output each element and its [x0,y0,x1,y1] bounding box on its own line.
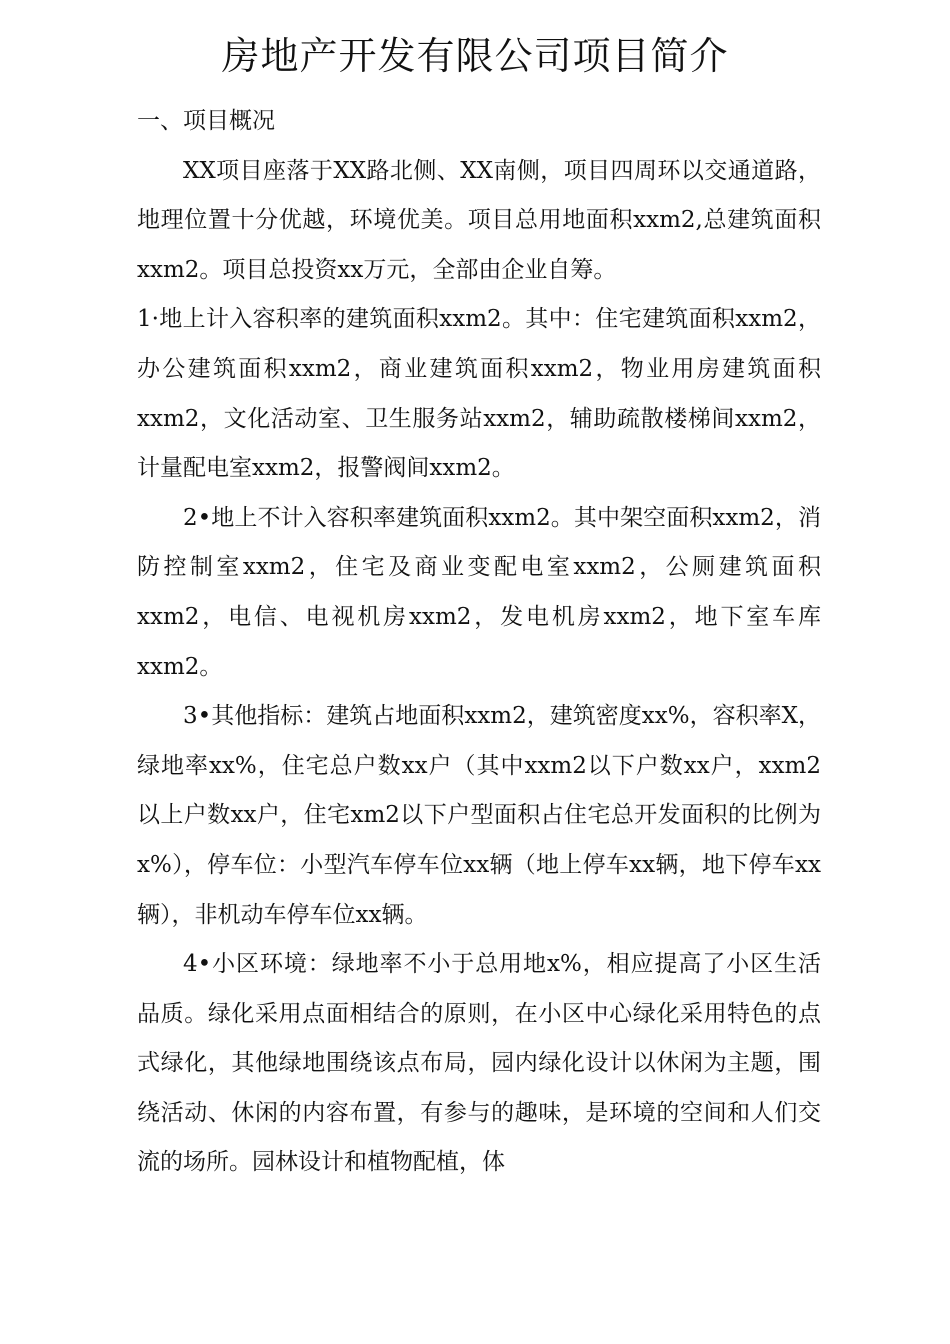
paragraph-overview: XX项目座落于XX路北侧、XX南侧，项目四周环以交通道路，地理位置十分优越，环境优美。项目总用地面积xxm2,总建筑面积xxm2。项目总投资xx万元，全部由企业自筹。 [137,157,821,283]
paragraph-item-1: 1·地上计入容积率的建筑面积xxm2。其中：住宅建筑面积xxm2，办公建筑面积xxm2，商业建筑面积xxm2，物业用房建筑面积xxm2，文化活动室、卫生服务站xxm2，辅助疏散楼梯间xxm2，计量配电室xxm2，报警阀间xxm2。 [137,306,821,482]
section-heading: 一、项目概况 [137,108,275,134]
document-body [137,97,821,1188]
document-title: 房地产开发有限公司项目简介 [221,34,729,79]
paragraph-item-2: 2•地上不计入容积率建筑面积xxm2。其中架空面积xxm2，消防控制室xxm2，住宅及商业变配电室xxm2，公厕建筑面积xxm2，电信、电视机房xxm2，发电机房xxm2，地下室车库xxm2。 [137,504,821,680]
paragraph-item-3: 3•其他指标：建筑占地面积xxm2，建筑密度xx%，容积率X，绿地率xx%，住宅总户数xx户（其中xxm2以下户数xx户，xxm2以上户数xx户，住宅xm2以下户型面积占住宅总开发面积的比例为x%），停车位：小型汽车停车位xx辆（地上停车xx辆，地下停车xx辆），非机动车停车位xx辆。 [137,703,821,928]
paragraph-item-4: 4•小区环境：绿地率不小于总用地x%，相应提高了小区生活品质。绿化采用点面相结合的原则，在小区中心绿化采用特色的点式绿化，其他绿地围绕该点布局，园内绿化设计以休闲为主题，围绕活动、休闲的内容布置，有参与的趣味，是环境的空间和人们交流的场所。园林设计和植物配植，体 [137,951,821,1176]
